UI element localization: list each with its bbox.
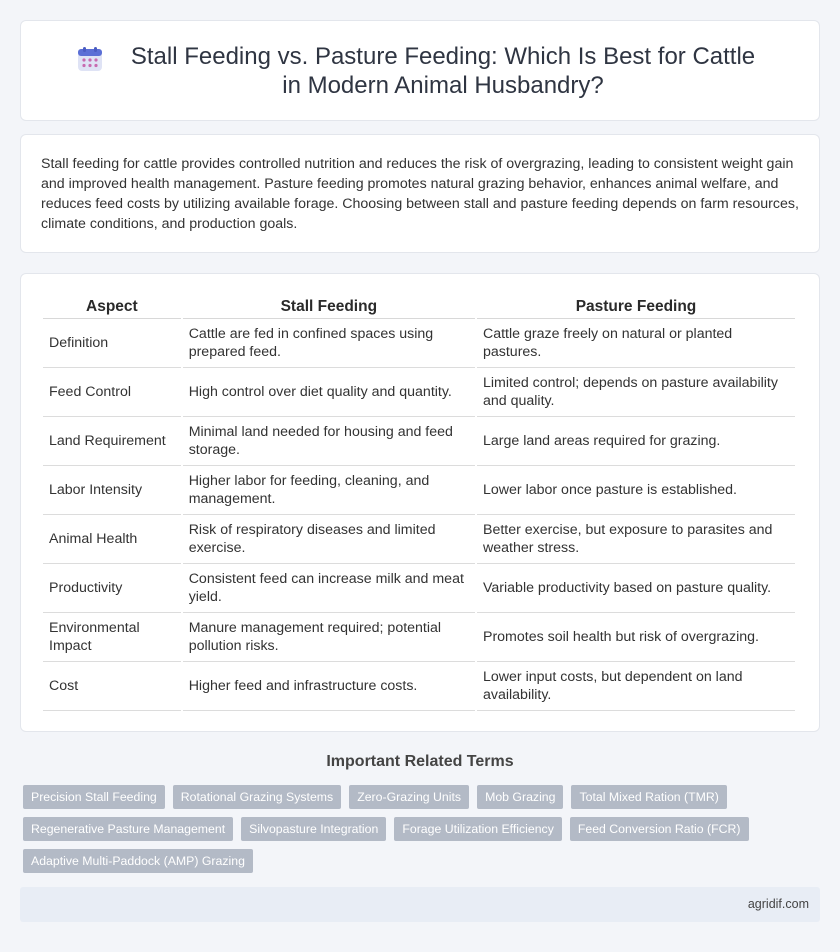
page-title: Stall Feeding vs. Pasture Feeding: Which Is Best for Cattle in Modern Animal Husbandry? <box>130 42 756 99</box>
table-row <box>43 319 795 368</box>
footer <box>20 887 820 922</box>
header-stall-feeding: Stall Feeding <box>183 293 475 319</box>
comparison-table <box>41 293 797 711</box>
aspect-cell: Land Requirement <box>43 417 181 466</box>
table-row <box>43 368 795 417</box>
table-row <box>43 564 795 613</box>
aspect-cell: Feed Control <box>43 368 181 417</box>
table-row <box>43 613 795 662</box>
pasture-cell: Cattle graze freely on natural or planted pastures. <box>477 319 795 368</box>
title-wrap <box>77 42 763 100</box>
related-term-tag[interactable]: Total Mixed Ration (TMR) <box>571 785 726 809</box>
related-term-tag[interactable]: Precision Stall Feeding <box>23 785 165 809</box>
aspect-cell: Environmental Impact <box>43 613 181 662</box>
aspect-cell: Definition <box>43 319 181 368</box>
comparison-table-card <box>20 273 820 732</box>
footer-site-link[interactable]: agridif.com <box>747 897 809 911</box>
title-card <box>20 20 820 121</box>
header-aspect: Aspect <box>43 293 181 319</box>
stall-cell: Higher labor for feeding, cleaning, and management. <box>183 466 475 515</box>
related-term-tag[interactable]: Adaptive Multi-Paddock (AMP) Grazing <box>23 849 253 873</box>
pasture-cell: Lower labor once pasture is established. <box>477 466 795 515</box>
related-term-tag[interactable]: Silvopasture Integration <box>241 817 386 841</box>
pasture-cell: Better exercise, but exposure to parasites and weather stress. <box>477 515 795 564</box>
stall-cell: Risk of respiratory diseases and limited exercise. <box>183 515 475 564</box>
calendar-icon <box>77 46 103 72</box>
table-row <box>43 466 795 515</box>
stall-cell: Higher feed and infrastructure costs. <box>183 662 475 711</box>
stall-cell: Cattle are fed in confined spaces using prepared feed. <box>183 319 475 368</box>
table-row <box>43 417 795 466</box>
pasture-cell: Large land areas required for grazing. <box>477 417 795 466</box>
related-terms-list <box>23 785 823 881</box>
intro-card <box>20 134 820 253</box>
table-row <box>43 515 795 564</box>
pasture-cell: Limited control; depends on pasture availability and quality. <box>477 368 795 417</box>
header-pasture-feeding: Pasture Feeding <box>477 293 795 319</box>
related-term-tag[interactable]: Mob Grazing <box>477 785 563 809</box>
pasture-cell: Variable productivity based on pasture quality. <box>477 564 795 613</box>
related-term-tag[interactable]: Regenerative Pasture Management <box>23 817 233 841</box>
aspect-cell: Productivity <box>43 564 181 613</box>
stall-cell: Consistent feed can increase milk and meat yield. <box>183 564 475 613</box>
related-term-tag[interactable]: Zero-Grazing Units <box>349 785 469 809</box>
aspect-cell: Cost <box>43 662 181 711</box>
aspect-cell: Labor Intensity <box>43 466 181 515</box>
related-term-tag[interactable]: Forage Utilization Efficiency <box>394 817 562 841</box>
aspect-cell: Animal Health <box>43 515 181 564</box>
table-header-row <box>43 293 795 319</box>
stall-cell: Minimal land needed for housing and feed storage. <box>183 417 475 466</box>
related-term-tag[interactable]: Feed Conversion Ratio (FCR) <box>570 817 749 841</box>
intro-paragraph: Stall feeding for cattle provides controlled nutrition and reduces the risk of overgrazing, leading to consistent weight gain and improved health management. Pasture feeding promotes natural grazing behavior, enhances animal welfare, and reduces feed costs by utilizing available forage. Choosing between stall and pasture feeding depends on farm resources, climate conditions, and production goals. <box>41 156 799 232</box>
related-terms-title: Important Related Terms <box>326 753 514 770</box>
table-row <box>43 662 795 711</box>
stall-cell: High control over diet quality and quantity. <box>183 368 475 417</box>
related-term-tag[interactable]: Rotational Grazing Systems <box>173 785 341 809</box>
stall-cell: Manure management required; potential pollution risks. <box>183 613 475 662</box>
pasture-cell: Lower input costs, but dependent on land availability. <box>477 662 795 711</box>
pasture-cell: Promotes soil health but risk of overgrazing. <box>477 613 795 662</box>
